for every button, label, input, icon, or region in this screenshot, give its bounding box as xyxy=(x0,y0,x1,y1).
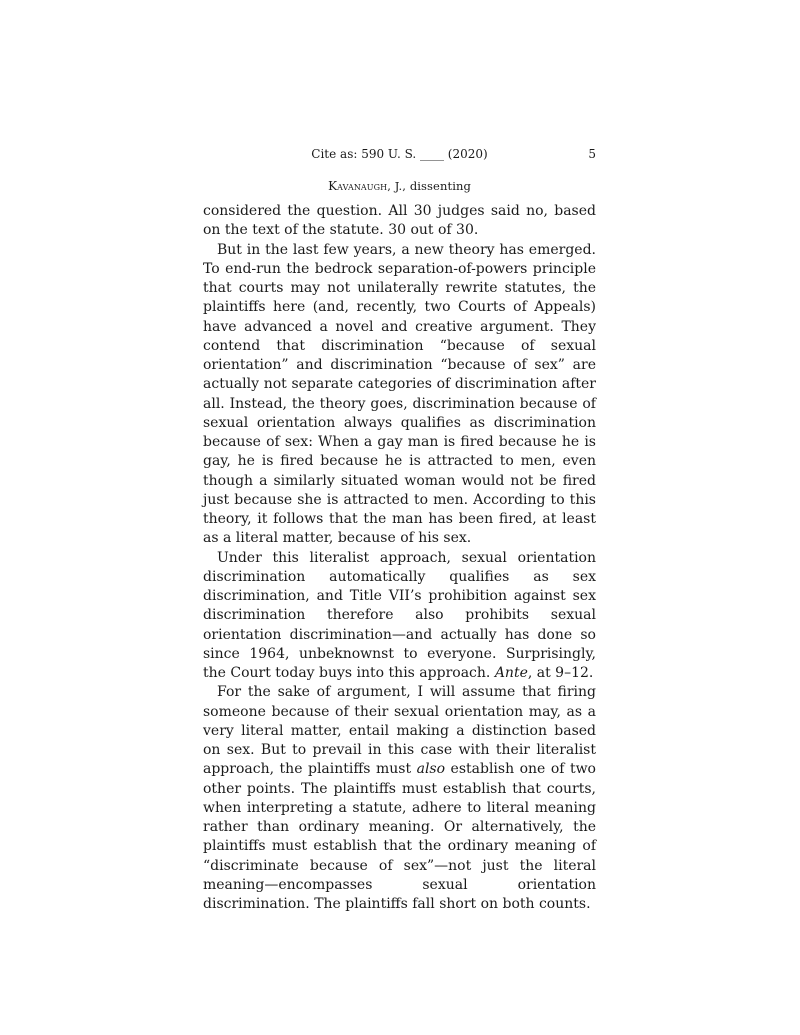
document-page xyxy=(203,0,596,1035)
case-cite-italic: Ante xyxy=(494,665,528,681)
paragraph xyxy=(203,549,596,684)
case-cite-pages: , at 9–12. xyxy=(527,665,594,681)
page-number: 5 xyxy=(588,147,596,161)
opinion-author-line xyxy=(203,179,596,193)
paragraph-text: Under this literalist approach, sexual orientation discrimination automatically qualifies as sex discrimination, and Title VII’s prohibition against sex discrimination therefore also prohibits sexual orientation discrimination—and actually has done so since 1964, unbeknownst to everyone. Surprisingly, the Court today buys into this approach. xyxy=(203,549,596,681)
paragraph xyxy=(203,683,596,914)
paragraph-continued xyxy=(203,202,596,241)
paragraph-text: considered the question. All 30 judges said no, based on the text of the statute. 30 out of 30. xyxy=(203,203,596,239)
author-name: Kavanaugh xyxy=(328,179,388,193)
paragraph-text: establish one of two other points. The plaintiffs must establish that courts, when interpreting a statute, adhere to literal meaning rather than ordinary meaning. Or alternatively, the plaintiffs must establish that the ordinary meaning of “discriminate because of sex”—not just the literal meaning—encompasses sexual orientation discrimination. The plaintiffs fall short on both counts. xyxy=(203,761,596,912)
running-head xyxy=(203,147,596,165)
opinion-type: , J., dissenting xyxy=(387,179,471,193)
paragraph-text: For the sake of argument, I will assume that firing someone because of their sexual orientation may, as a very literal matter, entail making a distinction based on sex. But to prevail in this case with their literalist approach, the plaintiffs must xyxy=(203,684,596,778)
emphasis-text: also xyxy=(416,761,446,778)
case-citation: Cite as: 590 U. S. ____ (2020) xyxy=(311,147,488,161)
opinion-body xyxy=(203,202,596,914)
paragraph xyxy=(203,241,596,549)
paragraph-text: But in the last few years, a new theory has emerged. To end-run the bedrock separation-of-powers principle that courts may not unilaterally rewrite statutes, the plaintiffs here (and, recently, two Courts of Appeals) have advanced a novel and creative argument. They contend that discrimination “because of sexual orientation” and discrimination “because of sex” are actually not separate categories of discrimination after all. Instead, the theory goes, discrimination because of sexual orientation always qualifies as discrimination because of sex: When a gay man is fired because he is gay, he is fired because he is attracted to men, even though a similarly situated woman would not be fired just because she is attracted to men. According to this theory, it follows that the man has been fired, at least as a literal matter, because of his sex. xyxy=(203,241,596,547)
